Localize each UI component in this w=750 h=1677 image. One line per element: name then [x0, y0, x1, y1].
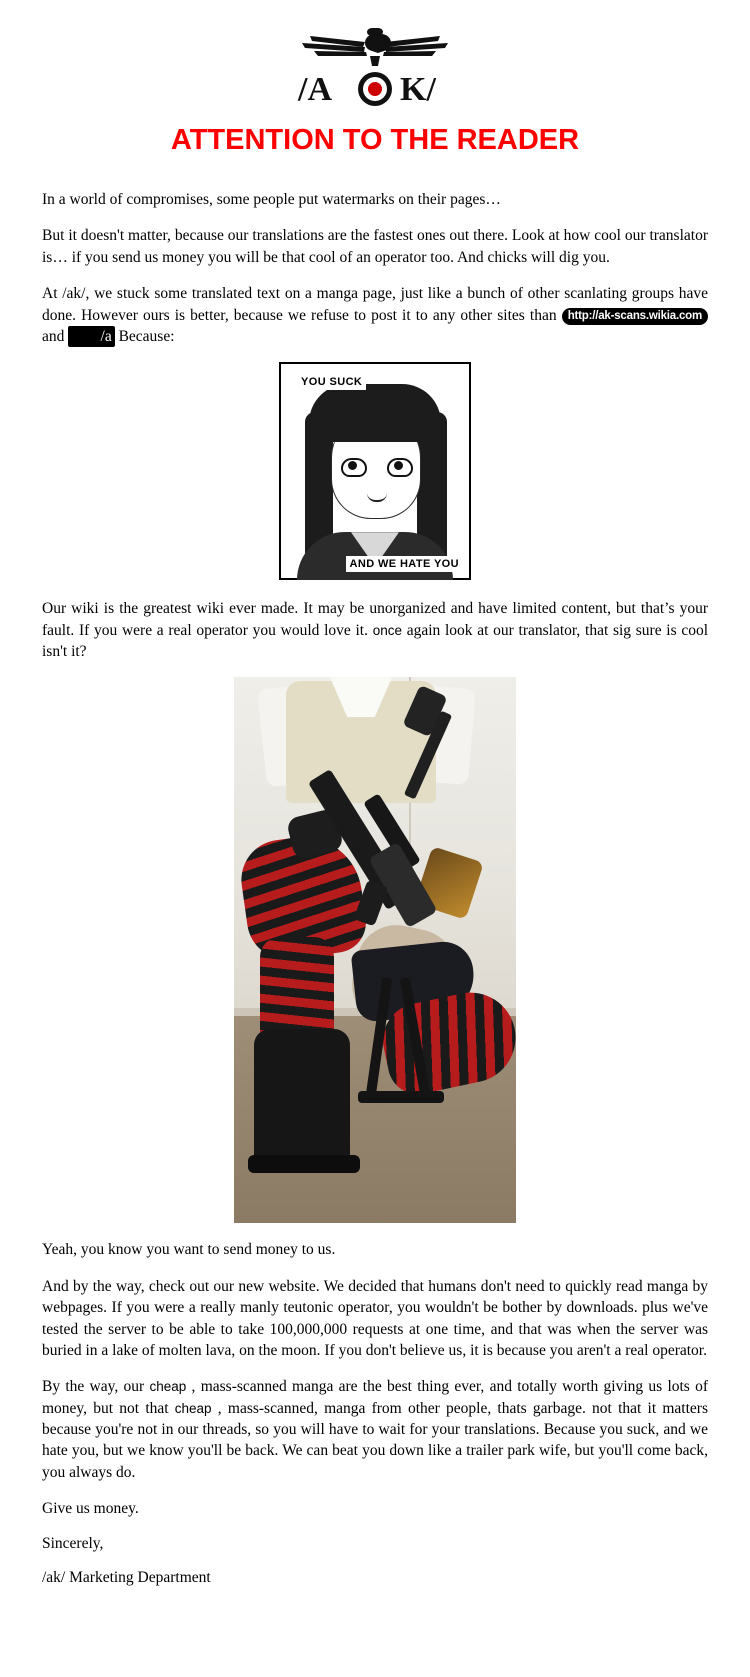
paragraph-4-inline-once: once — [372, 622, 402, 638]
svg-text:K/: K/ — [400, 71, 436, 108]
signoff-sincerely: Sincerely, — [42, 1534, 104, 1552]
paragraph-7-text-b: , mass-scanned manga are the best thing ever, and totally worth giving us lots of money, but not that — [42, 1378, 709, 1417]
svg-text:/A: /A — [298, 71, 332, 108]
document-body — [0, 189, 750, 1588]
signoff-department: /ak/ Marketing Department — [42, 1568, 211, 1586]
eagle-roundel-icon — [280, 22, 470, 110]
manga-bangs — [327, 408, 423, 442]
redacted-suffix: /a — [100, 327, 112, 345]
logo-header — [0, 0, 750, 110]
cosplay-photo — [234, 677, 516, 1223]
wiki-url-badge[interactable]: http://ak-scans.wikia.com — [562, 308, 708, 326]
paragraph-7 — [42, 1376, 708, 1483]
paragraph-6: And by the way, check out our new website. We decided that humans don't need to quickly read manga by webpages. If you were a really manly teutonic operator, you wouldn't be bother by downloads. plus we've tested the server to be able to take 100,000,000 requests at one time, and that was when the server was buried in a lake of molten lava, on the moon. If you don't believe us, it is because you aren't a real operator. — [42, 1277, 708, 1359]
photo-rifle-bipod-foot — [358, 1091, 444, 1103]
paragraph-3-text-b: Because: — [118, 327, 175, 345]
photo-combat-boot — [254, 1029, 350, 1169]
page-title: ATTENTION TO THE READER — [170, 124, 580, 156]
paragraph-3 — [42, 283, 708, 347]
paragraph-7-inline-cheap-2: cheap — [174, 1400, 212, 1416]
paragraph-7-text-a: By the way, our — [42, 1378, 145, 1396]
paragraph-4-text-c: again look at our translator, that sig sure is cool isn't it? — [42, 621, 709, 660]
paragraph-7-text-c: , mass-scanned, manga from other people, thats garbage. not that it matters because you're not in our threads, so you will have to wait for your translations. Because you suck, and we hate you, but we know you'll be back. We can beat you down like a trailer park wife, but you'll come back, you always do. — [42, 1399, 708, 1481]
paragraph-2: But it doesn't matter, because our translations are the fastest ones out there. Look at how cool our translator is… if you send us money you will be that cool of an operator too. And chicks will dig you. — [42, 227, 708, 266]
paragraph-4-text-a: Our wiki is the greatest wiki ever made. It may be unorganized and have limited content, but that’s your fault. If you were a real operator you would love it. — [42, 600, 708, 639]
paragraph-7-inline-cheap-1: cheap — [149, 1379, 187, 1395]
photo-wrap — [42, 677, 708, 1223]
redaction-bar — [71, 326, 100, 347]
manga-panel-wrap — [42, 362, 708, 580]
paragraph-3-and: and — [42, 327, 65, 345]
manga-panel — [279, 362, 471, 580]
paragraph-5: Yeah, you know you want to send money to us. — [42, 1241, 336, 1259]
paragraph-8: Give us money. — [42, 1500, 139, 1518]
photo-boot-sole — [248, 1155, 360, 1173]
manga-caption-top: YOU SUCK — [297, 374, 366, 390]
paragraph-3-text-a: At /ak/, we stuck some translated text on a manga page, just like a bunch of other scanlating groups have done. However ours is better, because we refuse to post it to any other sites than — [42, 285, 708, 324]
manga-caption-bottom: AND WE HATE YOU — [346, 556, 464, 572]
paragraph-4 — [42, 598, 708, 662]
redacted-site-label — [68, 326, 114, 347]
paragraph-1: In a world of compromises, some people put watermarks on their pages… — [42, 191, 501, 208]
